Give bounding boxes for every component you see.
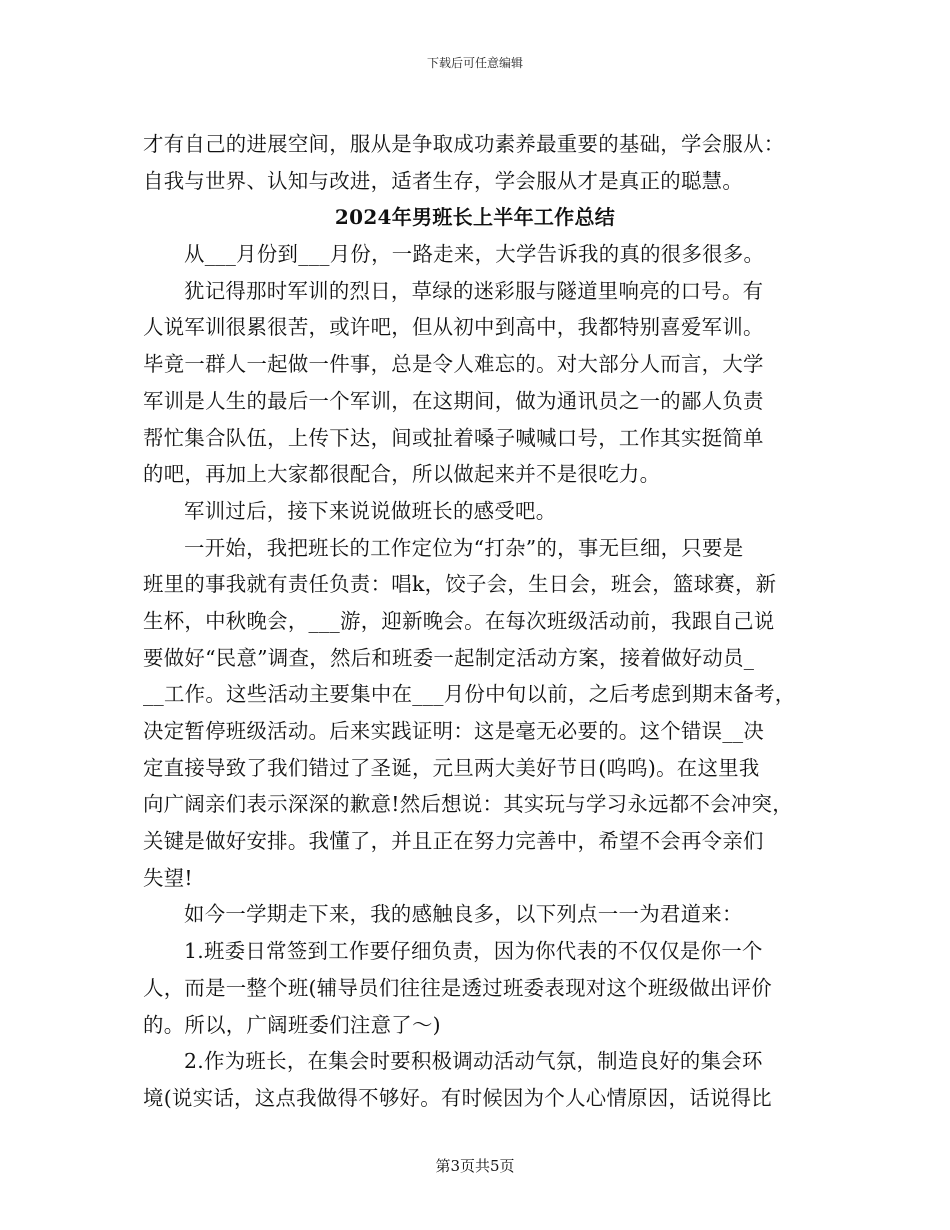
document-title: 2024年男班长上半年工作总结: [334, 205, 616, 230]
text-line: 人，而是一整个班(辅导员们往往是透过班委表现对这个班级做出评价: [143, 975, 772, 1000]
text-line: 的吧，再加上大家都很配合，所以做起来并不是很吃力。: [143, 462, 661, 487]
text-line: 向广阔亲们表示深深的歉意!然后想说：其实玩与学习永远都不会冲突，: [143, 792, 793, 817]
text-line: 班里的事我就有责任负责：唱k，饺子会，生日会，班会，篮球赛，新: [143, 572, 777, 597]
text-line: 决定暂停班级活动。后来实践证明：这是毫无必要的。这个错误__决: [143, 719, 765, 743]
page-footer: 第3页共5页: [435, 1157, 515, 1175]
text-line: 犹记得那时军训的烈日，草绿的迷彩服与隧道里响亮的口号。有: [184, 278, 764, 303]
text-line: 一开始，我把班长的工作定位为“打杂”的，事无巨细，只要是: [184, 535, 744, 560]
page-header: 下载后可任意编辑: [426, 56, 523, 70]
text-line: 才有自己的进展空间，服从是争取成功素养最重要的基础，学会服从：: [143, 132, 785, 156]
text-line: 人说军训很累很苦，或许吧，但从初中到高中，我都特别喜爱军训。: [143, 315, 764, 340]
text-line: 境(说实话，这点我做得不够好。有时候因为个人心情原因，话说得比: [143, 1085, 772, 1110]
text-line: 定直接导致了我们错过了圣诞，元旦两大美好节日(呜呜)。在这里我: [143, 755, 760, 780]
text-line: 1.班委日常签到工作要仔细负责，因为你代表的不仅仅是你一个: [184, 939, 763, 964]
text-line: 要做好“民意”调查，然后和班委一起制定活动方案，接着做好动员_: [143, 645, 755, 670]
text-line: 帮忙集合队伍，上传下达，间或扯着嗓子喊喊口号，工作其实挺简单: [143, 425, 764, 450]
text-line: 自我与世界、认知与改进，适者生存，学会服从才是真正的聪慧。: [143, 168, 744, 193]
document-body: [143, 126, 807, 1117]
text-line: __工作。这些活动主要集中在___月份中旬以前，之后考虑到期末备考，: [143, 682, 796, 707]
text-line: 从___月份到___月份，一路走来，大学告诉我的真的很多很多。: [184, 242, 765, 267]
text-line: 的。所以，广阔班委们注意了～): [143, 1012, 441, 1037]
text-line: 军训是人生的最后一个军训，在这期间，做为通讯员之一的鄙人负责: [143, 388, 764, 413]
text-line: 如今一学期走下来，我的感触良多，以下列点一一为君道来：: [184, 902, 743, 927]
text-line: 毕竟一群人一起做一件事，总是令人难忘的。对大部分人而言，大学: [143, 352, 764, 377]
text-line: 关键是做好安排。我懂了，并且正在努力完善中，希望不会再令亲们: [143, 829, 764, 854]
text-line: 2.作为班长，在集会时要积极调动活动气氛，制造良好的集会环: [184, 1049, 763, 1074]
text-line: 失望!: [143, 865, 193, 890]
text-line: 军训过后，接下来说说做班长的感受吧。: [184, 498, 557, 523]
text-line: 生杯，中秋晚会，___游，迎新晚会。在每次班级活动前，我跟自己说: [143, 608, 775, 633]
